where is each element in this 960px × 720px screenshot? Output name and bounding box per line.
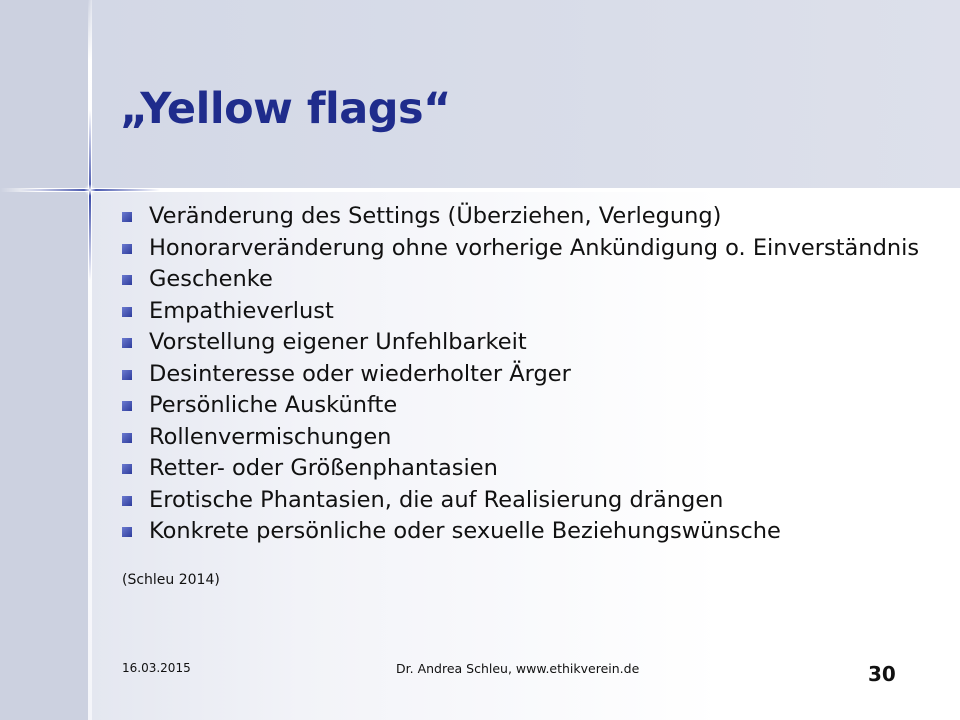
bullet-text: Empathieverlust [149,297,334,324]
bullet-list [122,201,960,548]
square-bullet-icon [122,244,132,254]
bullet-item [122,233,960,265]
bullet-item [122,516,960,548]
bullet-item [122,359,960,391]
square-bullet-icon [122,370,132,380]
square-bullet-icon [122,275,132,285]
footer-author: Dr. Andrea Schleu, www.ethikverein.de [396,661,640,676]
square-bullet-icon [122,338,132,348]
bullet-text: Konkrete persönliche oder sexuelle Beziehungswünsche [149,518,781,544]
square-bullet-icon [122,401,132,411]
vertical-accent-line [88,0,92,720]
slide-title: „Yellow flags“ [120,84,451,134]
citation: (Schleu 2014) [122,572,220,588]
bullet-item [122,201,960,233]
bullet-item [122,453,960,485]
square-bullet-icon [122,496,132,506]
page-number: 30 [868,662,896,686]
footer-date: 16.03.2015 [122,661,191,675]
bullet-text: Rollenvermischungen [149,423,392,450]
bullet-item [122,422,960,454]
bullet-text: Erotische Phantasien, die auf Realisierung drängen [149,486,724,513]
bullet-text: Retter- oder Größenphantasien [149,455,498,481]
square-bullet-icon [122,433,132,443]
bullet-item [122,390,960,422]
bullet-item [122,327,960,359]
bullet-text: Honorarveränderung ohne vorherige Ankündigung o. Einverständnis [149,234,920,261]
bullet-item [122,485,960,517]
bullet-item [122,264,960,296]
bullet-text: Desinteresse oder wiederholter Ärger [149,360,571,387]
square-bullet-icon [122,464,132,474]
bullet-text: Geschenke [149,266,273,292]
bullet-item [122,296,960,328]
sparkle-icon [84,184,96,196]
bullet-text: Persönliche Auskünfte [149,392,398,418]
square-bullet-icon [122,307,132,317]
bullet-text: Vorstellung eigener Unfehlbarkeit [149,329,527,355]
square-bullet-icon [122,212,132,222]
square-bullet-icon [122,527,132,537]
bullet-text: Veränderung des Settings (Überziehen, Verlegung) [149,203,722,229]
